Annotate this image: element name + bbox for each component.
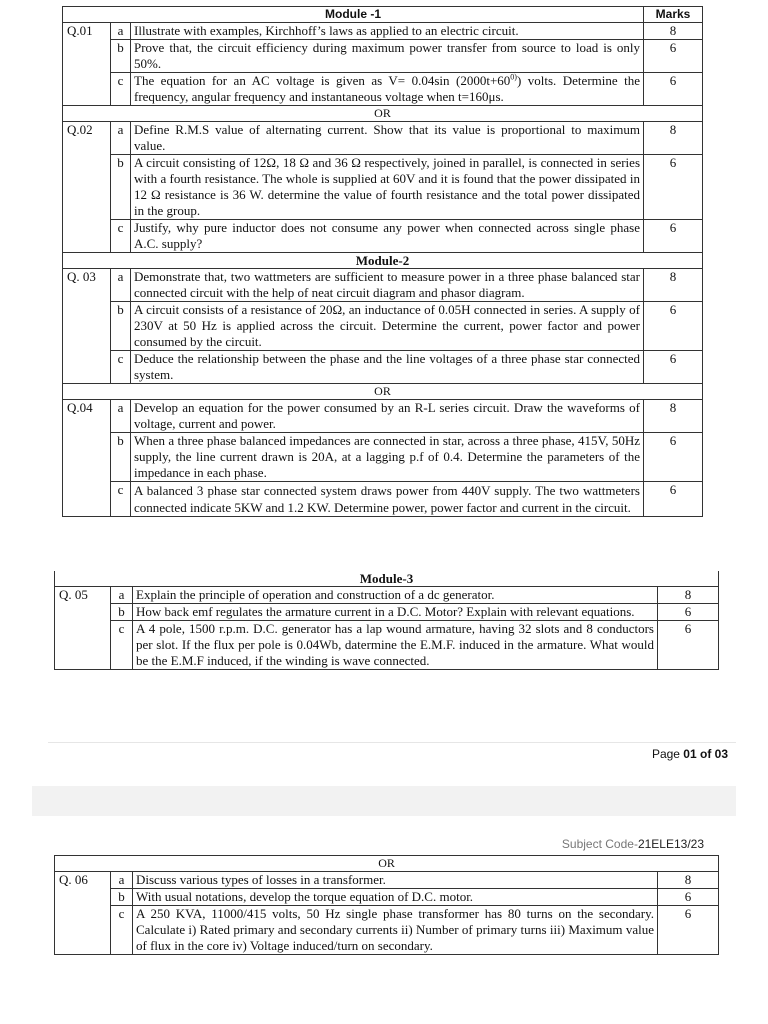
- question-row: [55, 889, 719, 906]
- question-text: Deduce the relationship between the phase and the line voltages of a three phase star connected system.: [131, 351, 644, 384]
- marks-value: 6: [644, 155, 703, 220]
- question-row: [55, 906, 719, 955]
- sub-label: a: [111, 872, 133, 889]
- question-row: [63, 400, 703, 433]
- question-row: [63, 351, 703, 384]
- question-table-page-2: [54, 855, 719, 955]
- module-header-row: [63, 7, 703, 23]
- marks-value: 8: [658, 587, 719, 604]
- question-number: Q. 06: [55, 872, 111, 955]
- marks-value: 8: [644, 122, 703, 155]
- module-title: Module-3: [55, 571, 719, 587]
- or-separator: OR: [63, 384, 703, 400]
- marks-value: 6: [658, 604, 719, 621]
- sub-label: c: [111, 220, 131, 253]
- question-row: [63, 40, 703, 73]
- sub-label: c: [111, 906, 133, 955]
- marks-value: 8: [644, 269, 703, 302]
- marks-value: 6: [644, 482, 703, 517]
- question-text: A circuit consists of a resistance of 20Ω, an inductance of 0.05H connected in series. A supply of 230V at 50 Hz is applied across the circuit. Determine the current, power factor and power consumed by the circuit.: [131, 302, 644, 351]
- page-prefix: Page: [651, 747, 684, 761]
- question-number: Q. 03: [63, 269, 111, 384]
- question-text: Discuss various types of losses in a transformer.: [133, 872, 658, 889]
- marks-value: 6: [644, 302, 703, 351]
- subject-code-value: 21ELE13/23: [637, 837, 704, 851]
- question-table-module-3: [54, 571, 719, 670]
- question-number: Q.02: [63, 122, 111, 253]
- sub-label: b: [111, 433, 131, 482]
- text-part: ) volts. Determine the frequency, angular frequency and instantaneous voltage when t=160μs.: [134, 73, 640, 104]
- question-row: [63, 269, 703, 302]
- module-header-row: [63, 253, 703, 269]
- module-title: Module-2: [63, 253, 703, 269]
- marks-value: 6: [644, 351, 703, 384]
- question-row: [63, 122, 703, 155]
- sub-label: b: [111, 302, 131, 351]
- or-separator: OR: [55, 856, 719, 872]
- marks-value: 6: [658, 889, 719, 906]
- marks-value: 6: [658, 906, 719, 955]
- question-row: [63, 433, 703, 482]
- sub-label: b: [111, 889, 133, 906]
- question-row: [63, 23, 703, 40]
- marks-value: 8: [644, 400, 703, 433]
- sub-label: a: [111, 23, 131, 40]
- subject-label: Subject Code-: [561, 837, 638, 851]
- question-text: Demonstrate that, two wattmeters are sufficient to measure power in a three phase balanced star connected circuit with the help of neat circuit diagram and phasor diagram.: [131, 269, 644, 302]
- sub-label: a: [111, 122, 131, 155]
- or-separator-row: [55, 856, 719, 872]
- sub-label: a: [111, 587, 133, 604]
- question-number: Q. 05: [55, 587, 111, 670]
- question-row: [63, 482, 703, 517]
- marks-value: 6: [644, 40, 703, 73]
- page-gap: [32, 786, 736, 816]
- marks-value: 6: [644, 73, 703, 106]
- question-row: [63, 302, 703, 351]
- question-row: [55, 587, 719, 604]
- sub-label: c: [111, 621, 133, 670]
- superscript: 0): [510, 72, 517, 82]
- page-divider: [48, 742, 736, 743]
- subject-code: [562, 837, 704, 851]
- page-of: of 03: [696, 747, 728, 761]
- marks-value: 6: [644, 220, 703, 253]
- or-separator: OR: [63, 106, 703, 122]
- question-row: [55, 604, 719, 621]
- sub-label: a: [111, 400, 131, 433]
- text-part: The equation for an AC voltage is given as V= 0.04sin (2000t+60: [134, 73, 511, 88]
- question-text: Develop an equation for the power consumed by an R-L series circuit. Draw the waveforms of voltage, current and power.: [131, 400, 644, 433]
- or-separator-row: [63, 384, 703, 400]
- marks-value: 8: [658, 872, 719, 889]
- marks-value: 6: [658, 621, 719, 670]
- page-current: 01: [683, 747, 697, 761]
- module-title: Module -1: [63, 7, 644, 23]
- question-row: [63, 73, 703, 106]
- question-text: A balanced 3 phase star connected system draws power from 440V supply. The two wattmeters connected indicate 5KW and 1.2 KW. Determine power, power factor and current in the circuit.: [131, 482, 644, 517]
- question-text: How back emf regulates the armature current in a D.C. Motor? Explain with relevant equations.: [133, 604, 658, 621]
- question-text: Justify, why pure inductor does not consume any power when connected across single phase A.C. supply?: [131, 220, 644, 253]
- question-number: Q.01: [63, 23, 111, 106]
- marks-header: Marks: [644, 7, 703, 23]
- question-number: Q.04: [63, 400, 111, 517]
- marks-value: 6: [644, 433, 703, 482]
- question-text: A circuit consisting of 12Ω, 18 Ω and 36 Ω respectively, joined in parallel, is connected in series with a fourth resistance. The whole is supplied at 60V and it is found that the power dissipated in 12 Ω resistance is 36 W. determine the value of fourth resistance and the total power dissipated in the group.: [131, 155, 644, 220]
- question-text: [131, 73, 644, 106]
- question-row: [63, 220, 703, 253]
- sub-label: b: [111, 40, 131, 73]
- sub-label: b: [111, 155, 131, 220]
- question-text: A 4 pole, 1500 r.p.m. D.C. generator has a lap wound armature, having 32 slots and 8 conductors per slot. If the flux per pole is 0.04Wb, datermine the E.M.F. induced in the armature. What would be the E.M.F induced, if the winding is wave connected.: [133, 621, 658, 670]
- question-row: [63, 155, 703, 220]
- question-text: A 250 KVA, 11000/415 volts, 50 Hz single phase transformer has 80 turns on the secondary. Calculate i) Rated primary and secondary currents ii) Number of primary turns iii) Maximum value of flux in the core iv) Voltage induced/turn on secondary.: [133, 906, 658, 955]
- page-number: [652, 747, 728, 761]
- question-text: When a three phase balanced impedances are connected in star, across a three phase, 415V, 50Hz supply, the line current drawn is 20A, at a lagging p.f of 0.4. Determine the parameters of the impedance in each phase.: [131, 433, 644, 482]
- question-text: With usual notations, develop the torque equation of D.C. motor.: [133, 889, 658, 906]
- question-text: Prove that, the circuit efficiency during maximum power transfer from source to load is only 50%.: [131, 40, 644, 73]
- sub-label: c: [111, 482, 131, 517]
- question-text: Explain the principle of operation and construction of a dc generator.: [133, 587, 658, 604]
- question-table-modules-1-2: [62, 6, 703, 517]
- sub-label: a: [111, 269, 131, 302]
- question-text: Illustrate with examples, Kirchhoff’s laws as applied to an electric circuit.: [131, 23, 644, 40]
- question-row: [55, 621, 719, 670]
- question-row: [55, 872, 719, 889]
- or-separator-row: [63, 106, 703, 122]
- marks-value: 8: [644, 23, 703, 40]
- sub-label: c: [111, 351, 131, 384]
- module-header-row: [55, 571, 719, 587]
- sub-label: c: [111, 73, 131, 106]
- question-text: Define R.M.S value of alternating current. Show that its value is proportional to maximum value.: [131, 122, 644, 155]
- sub-label: b: [111, 604, 133, 621]
